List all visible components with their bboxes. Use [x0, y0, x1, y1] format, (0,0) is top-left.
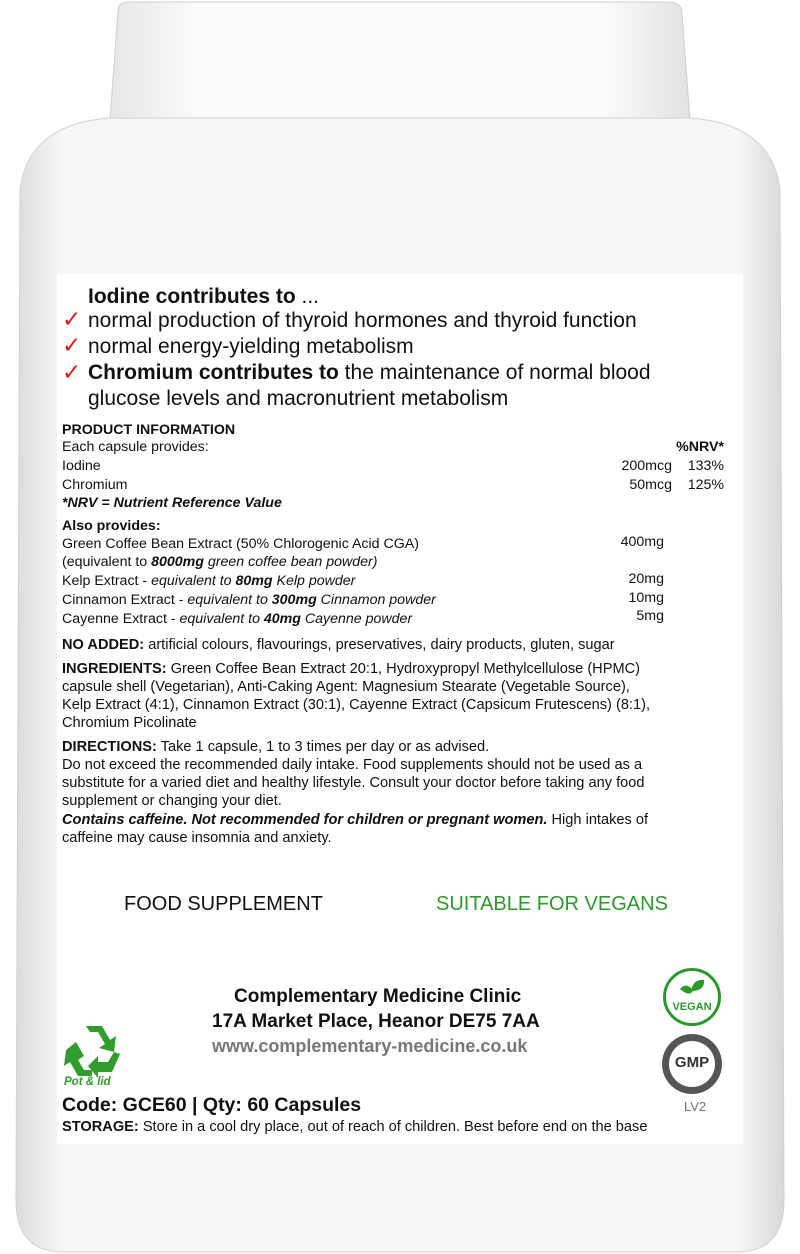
also-provides-title: Also provides: — [62, 518, 161, 534]
green-coffee-extract: Green Coffee Bean Extract (50% Chlorogenic Acid CGA) — [62, 536, 419, 552]
caffeine-warning: Contains caffeine. Not recommended for children or pregnant women. High intakes of — [62, 812, 649, 828]
recycle-icon — [62, 1022, 126, 1080]
claim-thyroid: normal production of thyroid hormones and thyroid function — [88, 309, 637, 332]
suitable-for-vegans-label: SUITABLE FOR VEGANS — [436, 893, 668, 915]
food-supplement-label: FOOD SUPPLEMENT — [124, 893, 323, 915]
clinic-website: www.complementary-medicine.co.uk — [212, 1036, 528, 1056]
directions-line4: supplement or changing your diet. — [62, 793, 282, 809]
each-capsule-label: Each capsule provides: — [62, 439, 209, 455]
clinic-address: 17A Market Place, Heanor DE75 7AA — [212, 1011, 540, 1032]
nutrient-nrv: 125% — [687, 477, 724, 493]
nutrient-nrv: 133% — [687, 458, 724, 474]
directions-line3: substitute for a varied diet and healthy lifestyle. Consult your doctor before taking any food — [62, 775, 645, 791]
directions-line2: Do not exceed the recommended daily intake. Food supplements should not be used as a — [62, 757, 643, 773]
cinnamon-amount: 10mg — [628, 590, 664, 606]
ingredients-line2: capsule shell (Vegetarian), Anti-Caking Agent: Magnesium Stearate (Vegetable Source), — [62, 679, 630, 695]
nrv-note: *NRV = Nutrient Reference Value — [62, 495, 282, 511]
claim-chromium: Chromium contributes to the maintenance of normal blood — [88, 361, 651, 384]
check-icon: ✓ — [62, 359, 82, 385]
storage-line: STORAGE: Store in a cool dry place, out of reach of children. Best before end on the base — [62, 1119, 648, 1135]
no-added-line: NO ADDED: artificial colours, flavourings, preservatives, dairy products, gluten, sugar — [62, 637, 615, 653]
green-coffee-amount: 400mg — [620, 534, 664, 550]
check-icon: ✓ — [62, 332, 82, 358]
directions-line1: DIRECTIONS: Take 1 capsule, 1 to 3 times per day or as advised. — [62, 739, 490, 755]
gmp-badge-text: GMP — [674, 1054, 710, 1071]
nutrient-name: Iodine — [62, 458, 101, 474]
product-info-title: PRODUCT INFORMATION — [62, 422, 236, 438]
nutrient-amount: 50mcg — [629, 477, 672, 493]
cayenne-amount: 5mg — [636, 608, 664, 624]
gmp-badge — [662, 1034, 722, 1094]
kelp-extract: Kelp Extract - equivalent to 80mg Kelp powder — [62, 573, 356, 589]
green-coffee-equivalent: (equivalent to 8000mg green coffee bean powder) — [62, 554, 378, 570]
recycle-label: Pot & lid — [64, 1076, 111, 1088]
bottle-cap — [110, 2, 690, 120]
vegan-badge — [663, 968, 721, 1026]
nutrient-name: Chromium — [62, 477, 128, 493]
nrv-header: %NRV* — [676, 439, 724, 455]
ingredients-line1: INGREDIENTS: Green Coffee Bean Extract 20:1, Hydroxypropyl Methylcellulose (HPMC) — [62, 661, 641, 677]
vegan-badge-text: VEGAN — [672, 1001, 712, 1013]
clinic-name: Complementary Medicine Clinic — [234, 986, 522, 1007]
nutrient-amount: 200mcg — [621, 458, 672, 474]
claim-energy: normal energy-yielding metabolism — [88, 335, 414, 358]
leaf-icon — [677, 977, 707, 999]
caffeine-warning-line2: caffeine may cause insomnia and anxiety. — [62, 830, 332, 846]
product-code-qty: Code: GCE60 | Qty: 60 Capsules — [62, 1094, 362, 1116]
cinnamon-extract: Cinnamon Extract - equivalent to 300mg Cinnamon powder — [62, 592, 436, 608]
ingredients-line4: Chromium Picolinate — [62, 715, 197, 731]
claims-heading: Iodine contributes to ... — [88, 285, 320, 308]
kelp-amount: 20mg — [628, 571, 664, 587]
ingredients-line3: Kelp Extract (4:1), Cinnamon Extract (30:1), Cayenne Extract (Capsicum Frutescens) (8:1), — [62, 697, 651, 713]
label-version: LV2 — [684, 1099, 707, 1114]
check-icon: ✓ — [62, 306, 82, 332]
cayenne-extract: Cayenne Extract - equivalent to 40mg Cayenne powder — [62, 611, 413, 627]
claim-chromium-line2: glucose levels and macronutrient metabolism — [88, 387, 509, 410]
